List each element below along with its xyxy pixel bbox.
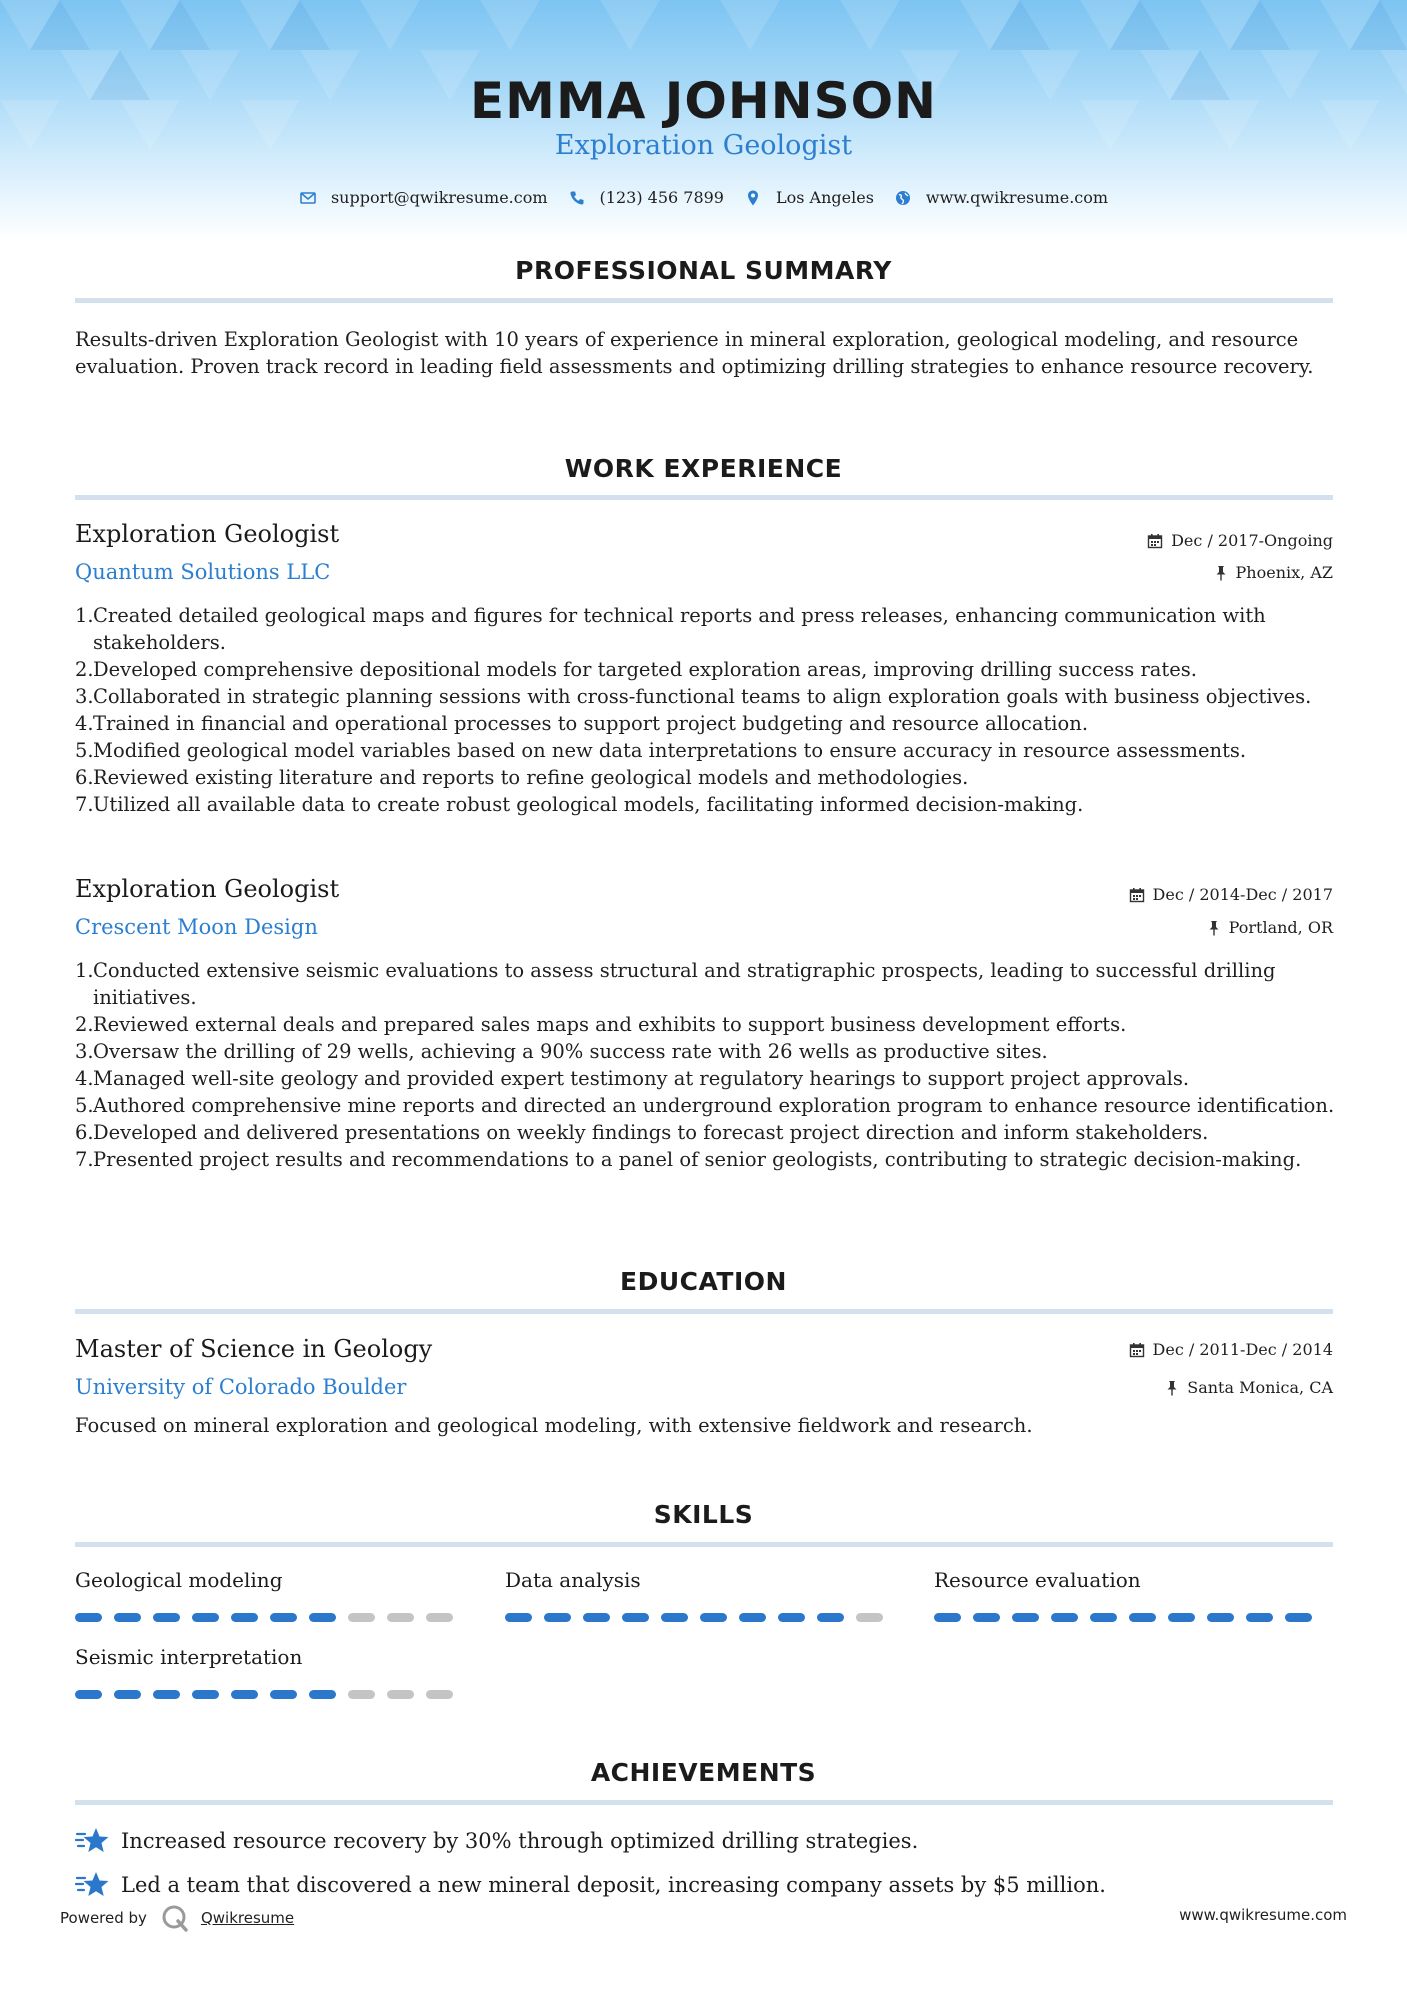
skill-dash-filled bbox=[1090, 1613, 1117, 1622]
map-marker-icon bbox=[744, 189, 762, 207]
skill-dash-filled bbox=[1285, 1613, 1312, 1622]
pushpin-icon bbox=[1214, 565, 1228, 581]
education-heading: EDUCATION bbox=[620, 1267, 787, 1296]
skill-dash-filled bbox=[544, 1613, 571, 1622]
skill-dash-filled bbox=[114, 1613, 141, 1622]
skill-dash-empty bbox=[426, 1690, 453, 1699]
education-location-text: Santa Monica, CA bbox=[1187, 1378, 1333, 1397]
education-school: University of Colorado Boulder bbox=[75, 1375, 407, 1399]
skills-divider bbox=[75, 1542, 1333, 1547]
candidate-role: Exploration Geologist bbox=[554, 130, 853, 161]
skill-dash-filled bbox=[661, 1613, 688, 1622]
skill-dash-filled bbox=[934, 1613, 961, 1622]
education-location bbox=[1165, 1378, 1333, 1397]
skill-dash-filled bbox=[739, 1613, 766, 1622]
skills-heading: SKILLS bbox=[653, 1500, 754, 1529]
achievements-divider bbox=[75, 1800, 1333, 1805]
skill-dash-filled bbox=[153, 1690, 180, 1699]
skill-dash-filled bbox=[192, 1690, 219, 1699]
star-icon bbox=[75, 1826, 111, 1856]
footer-website-link[interactable]: www.qwikresume.com bbox=[1179, 1906, 1347, 1924]
skill-rating bbox=[505, 1613, 895, 1622]
skill-item bbox=[75, 1645, 455, 1675]
achievement-item bbox=[75, 1826, 918, 1856]
skill-dash-filled bbox=[778, 1613, 805, 1622]
list-item: 7. Presented project results and recommendations to a panel of senior geologists, contributing to strategic decision-making. bbox=[75, 1148, 1302, 1171]
skill-dash-filled bbox=[1012, 1613, 1039, 1622]
skill-rating bbox=[934, 1613, 1324, 1622]
list-item: 6. Reviewed existing literature and reports to refine geological models and methodologies. bbox=[75, 766, 969, 789]
skill-dash-filled bbox=[1168, 1613, 1195, 1622]
skill-dash-filled bbox=[309, 1613, 336, 1622]
skill-dash-filled bbox=[1051, 1613, 1078, 1622]
list-item: 5. Modified geological model variables based on new data interpretations to ensure accuracy in resource assessments. bbox=[75, 739, 1247, 762]
skill-dash-filled bbox=[114, 1690, 141, 1699]
phone-icon bbox=[568, 189, 586, 207]
skill-name: Seismic interpretation bbox=[75, 1645, 303, 1669]
globe-icon bbox=[894, 189, 912, 207]
education-divider bbox=[75, 1309, 1333, 1314]
list-item: 1. Created detailed geological maps and figures for technical reports and press releases, enhancing communication with stakeholders. bbox=[75, 604, 1266, 654]
achievement-text: Led a team that discovered a new mineral deposit, increasing company assets by $5 million. bbox=[121, 1873, 1106, 1897]
skill-dash-empty bbox=[387, 1613, 414, 1622]
contact-location-text: Los Angeles bbox=[775, 188, 874, 207]
pushpin-icon bbox=[1165, 1380, 1179, 1396]
skill-dash-empty bbox=[426, 1613, 453, 1622]
list-item: 3. Oversaw the drilling of 29 wells, achieving a 90% success rate with 26 wells as productive sites. bbox=[75, 1040, 1048, 1063]
skill-rating bbox=[75, 1690, 465, 1699]
skill-dash-filled bbox=[700, 1613, 727, 1622]
skill-dash-filled bbox=[231, 1690, 258, 1699]
list-item: 7. Utilized all available data to create robust geological models, facilitating informed decision-making. bbox=[75, 793, 1084, 816]
skill-dash-filled bbox=[75, 1613, 102, 1622]
list-item: 4. Managed well-site geology and provided expert testimony at regulatory hearings to support project approvals. bbox=[75, 1067, 1190, 1090]
job-location-text: Portland, OR bbox=[1228, 918, 1333, 937]
list-item: 4. Trained in financial and operational processes to support project budgeting and resource allocation. bbox=[75, 712, 1089, 735]
skill-dash-empty bbox=[348, 1690, 375, 1699]
job-company: Crescent Moon Design bbox=[75, 915, 318, 939]
job-dates-text: Dec / 2014-Dec / 2017 bbox=[1152, 885, 1333, 904]
skill-dash-filled bbox=[75, 1690, 102, 1699]
contact-website[interactable] bbox=[894, 188, 1108, 207]
job-title: Exploration Geologist bbox=[75, 520, 340, 548]
qwikresume-logo-icon bbox=[161, 1904, 189, 1932]
job-bullets bbox=[75, 602, 1340, 818]
experience-heading: WORK EXPERIENCE bbox=[564, 454, 843, 483]
skill-dash-empty bbox=[348, 1613, 375, 1622]
powered-by bbox=[60, 1904, 294, 1932]
job-bullets bbox=[75, 957, 1340, 1173]
skill-dash-filled bbox=[309, 1690, 336, 1699]
skill-dash-filled bbox=[270, 1613, 297, 1622]
skill-dash-filled bbox=[1246, 1613, 1273, 1622]
skill-dash-filled bbox=[973, 1613, 1000, 1622]
contact-phone-text: (123) 456 7899 bbox=[599, 188, 724, 207]
job-dates-text: Dec / 2017-Ongoing bbox=[1171, 531, 1333, 550]
job-location bbox=[1207, 918, 1333, 937]
envelope-icon bbox=[299, 189, 317, 207]
skill-dash-filled bbox=[231, 1613, 258, 1622]
candidate-name: EMMA JOHNSON bbox=[470, 72, 937, 130]
achievement-item bbox=[75, 1870, 1106, 1900]
list-item: 3. Collaborated in strategic planning sessions with cross-functional teams to align exploration goals with business objectives. bbox=[75, 685, 1312, 708]
pushpin-icon bbox=[1207, 920, 1221, 936]
achievement-text: Increased resource recovery by 30% through optimized drilling strategies. bbox=[121, 1829, 919, 1853]
skill-item bbox=[934, 1568, 1314, 1598]
qwikresume-link[interactable]: Qwikresume bbox=[200, 1909, 295, 1927]
skill-dash-filled bbox=[270, 1690, 297, 1699]
powered-by-label: Powered by bbox=[60, 1909, 147, 1927]
star-icon bbox=[75, 1870, 111, 1900]
skill-dash-empty bbox=[387, 1690, 414, 1699]
job-title: Exploration Geologist bbox=[75, 875, 340, 903]
contact-email-text: support@qwikresume.com bbox=[330, 188, 548, 207]
skill-item bbox=[505, 1568, 885, 1598]
skill-dash-empty bbox=[856, 1613, 883, 1622]
list-item: 2. Reviewed external deals and prepared sales maps and exhibits to support business development efforts. bbox=[75, 1013, 1127, 1036]
contact-phone[interactable] bbox=[568, 188, 724, 207]
skill-dash-filled bbox=[1129, 1613, 1156, 1622]
education-dates-text: Dec / 2011-Dec / 2014 bbox=[1152, 1340, 1333, 1359]
skill-item bbox=[75, 1568, 455, 1598]
skill-dash-filled bbox=[622, 1613, 649, 1622]
achievements-heading: ACHIEVEMENTS bbox=[590, 1758, 817, 1787]
calendar-icon bbox=[1147, 533, 1163, 549]
skill-dash-filled bbox=[153, 1613, 180, 1622]
skill-rating bbox=[75, 1613, 465, 1622]
contact-location bbox=[744, 188, 874, 207]
job-location bbox=[1214, 563, 1333, 582]
summary-divider bbox=[75, 298, 1333, 303]
skill-name: Resource evaluation bbox=[934, 1568, 1141, 1592]
job-location-text: Phoenix, AZ bbox=[1235, 563, 1333, 582]
skill-name: Geological modeling bbox=[75, 1568, 283, 1592]
experience-divider bbox=[75, 495, 1333, 500]
list-item: 2. Developed comprehensive depositional models for targeted exploration areas, improving drilling success rates. bbox=[75, 658, 1197, 681]
resume-header bbox=[0, 0, 1407, 240]
contact-website-text: www.qwikresume.com bbox=[925, 188, 1109, 207]
list-item: 6. Developed and delivered presentations on weekly findings to forecast project direction and inform stakeholders. bbox=[75, 1121, 1209, 1144]
education-degree: Master of Science in Geology bbox=[75, 1335, 433, 1363]
skill-dash-filled bbox=[1207, 1613, 1234, 1622]
skill-name: Data analysis bbox=[505, 1568, 641, 1592]
list-item: 1. Conducted extensive seismic evaluations to assess structural and stratigraphic prospects, leading to successful drilling initiatives. bbox=[75, 959, 1276, 1009]
education-dates bbox=[1129, 1340, 1333, 1359]
skill-dash-filled bbox=[192, 1613, 219, 1622]
skill-dash-filled bbox=[583, 1613, 610, 1622]
summary-heading: PROFESSIONAL SUMMARY bbox=[515, 256, 892, 285]
job-dates bbox=[1147, 531, 1333, 550]
skill-dash-filled bbox=[505, 1613, 532, 1622]
summary-text: Results-driven Exploration Geologist with 10 years of experience in mineral exploration, geological modeling, and resource evaluation. Proven track record in leading field assessments and optimizing drilling strategies to enhance resource recovery. bbox=[75, 328, 1314, 378]
contact-email[interactable] bbox=[299, 188, 548, 207]
skill-dash-filled bbox=[817, 1613, 844, 1622]
calendar-icon bbox=[1129, 1342, 1145, 1358]
job-company: Quantum Solutions LLC bbox=[75, 560, 331, 584]
contact-bar bbox=[0, 188, 1407, 207]
education-description: Focused on mineral exploration and geological modeling, with extensive fieldwork and research. bbox=[75, 1414, 1033, 1437]
job-dates bbox=[1129, 885, 1333, 904]
list-item: 5. Authored comprehensive mine reports and directed an underground exploration program to enhance resource identification. bbox=[75, 1094, 1335, 1117]
calendar-icon bbox=[1129, 887, 1145, 903]
